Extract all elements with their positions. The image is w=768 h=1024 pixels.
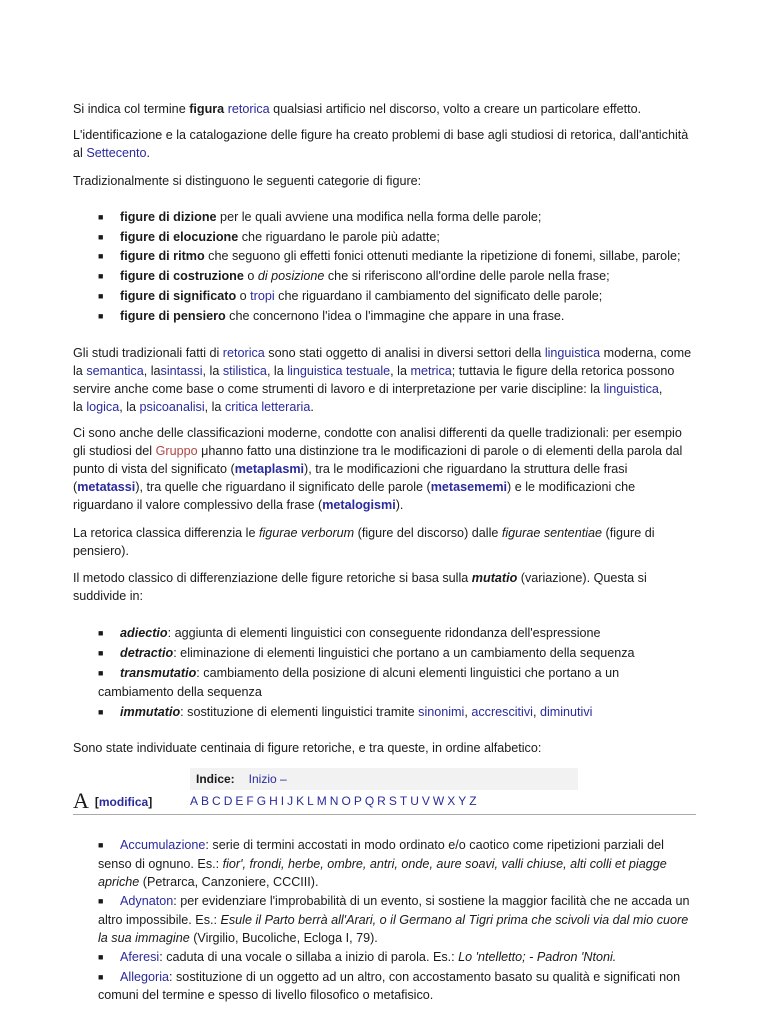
bullet-icon: ■ [98,952,104,962]
link-linguistica-testuale[interactable]: linguistica testuale [287,364,391,378]
link-accrescitivi[interactable]: accrescitivi [471,705,533,719]
toc-link-b[interactable]: B [201,794,210,808]
list-item: ■ figure di ritmo che seguono gli effetti fonici ottenuti mediante la ripetizione di fonemi, sillabe, parole; [98,249,681,263]
toc-link-l[interactable]: L [307,794,314,808]
entry-accumulazione: ■ Accumulazione: serie di termini accostati in modo ordinato e/o caotico come ripetizioni parziali del senso di ognuno. Es.: fior', frondi, herbe, ombre, antri, onde, aure soavi, valli chiuse, alti colli et piagge apriche (Petrarca, Canzoniere, CCCIII). [98,838,667,889]
link-allegoria[interactable]: Allegoria [120,970,170,984]
toc-link-y[interactable]: Y [458,794,467,808]
link-accumulazione[interactable]: Accumulazione [120,838,206,852]
link-sinonimi[interactable]: sinonimi [418,705,465,719]
bullet-icon: ■ [98,212,104,222]
list-item: ■ detractio: eliminazione di elementi linguistici che portano a un cambiamento della sequenza [98,646,635,660]
list-item: ■ figure di dizione per le quali avviene una modifica nella forma delle parole; [98,210,542,224]
bullet-icon: ■ [98,232,104,242]
list-item: ■ figure di significato o tropi che riguardano il cambiamento del significato delle parole; [98,289,603,303]
link-retorica[interactable]: retorica [222,346,265,360]
toc-link-a[interactable]: A [190,794,199,808]
term-metaplasmi: metaplasmi [234,462,305,476]
edit-section: [modifica] [94,795,153,809]
link-sintassi[interactable]: sintassi [160,364,203,378]
link-aferesi[interactable]: Aferesi [120,950,160,964]
intro-paragraph-2: L'identificazione e la catalogazione delle figure ha creato problemi di base agli studiosi di retorica, dall'antichità al Settecento. [73,128,689,160]
term-figura: figura [189,102,225,116]
toc-box [190,768,578,808]
entry-aferesi: ■ Aferesi: caduta di una vocale o sillaba a inizio di parola. Es.: Lo 'ntelletto; - Padron 'Ntoni. [98,950,617,964]
toc-link-r[interactable]: R [377,794,386,808]
toc-link-q[interactable]: Q [364,794,375,808]
intro-paragraph-3: Tradizionalmente si distinguono le seguenti categorie di figure: [73,174,422,188]
link-stilistica[interactable]: stilistica [222,364,267,378]
link-settecento[interactable]: Settecento [86,146,147,160]
studies-paragraph: Gli studi tradizionali fatti di retorica sono stati oggetto di analisi in diversi settori della linguistica moderna, come la semantica, lasintassi, la stilistica, la linguistica testuale, la metrica; tuttavia le figure della retorica possono servire anche come base o come strumenti di lavoro e di interpretazione per varie discipline: la linguistica, la logica, la psicoanalisi, la critica letteraria. [73,346,692,414]
toc-link-f[interactable]: F [246,794,254,808]
bullet-icon: ■ [98,972,104,982]
toc-link-p[interactable]: P [353,794,362,808]
link-tropi[interactable]: tropi [250,289,275,303]
link-linguistica[interactable]: linguistica [544,346,601,360]
list-intro: Sono state individuate centinaia di figure retoriche, e tra queste, in ordine alfabetico: [73,741,542,755]
toc-link-x[interactable]: X [447,794,456,808]
toc-link-k[interactable]: K [296,794,305,808]
list-item: ■ figure di costruzione o di posizione che si riferiscono all'ordine delle parole nella frase; [98,269,610,283]
link-retorica[interactable]: retorica [227,102,270,116]
bullet-icon: ■ [98,707,104,717]
entry-adynaton: ■ Adynaton: per evidenziare l'improbabilità di un evento, si sostiene la maggior facilità che ne accada un altro impossibile. Es.: Esule il Parto berrà all'Arari, o il Germano al Tigri prima che scivoli via dal mio cuore la sua immagine (Virgilio, Bucoliche, Ecloga I, 79). [98,894,690,945]
toc-link-o[interactable]: O [341,794,351,808]
toc-link-t[interactable]: T [399,794,408,808]
modern-paragraph: Ci sono anche delle classificazioni moderne, condotte con analisi differenti da quelle tradizionali: per esempio gli studiosi del Gruppo μhanno fatto una distinzione tra le modificazioni di parole o di elementi della parola dal punto di vista del significato (metaplasmi), tra le modificazioni che riguardano la struttura delle frasi (metatassi), tra quelle che riguardano il significato delle parole (metasememi) e le modificazioni che riguardano il valore complessivo della frase (metalogismi). [73,426,683,512]
list-item: ■ figure di elocuzione che riguardano le parole più adatte; [98,230,440,244]
toc-link-start[interactable]: Inizio – [248,772,287,786]
list-item: ■ figure di pensiero che concernono l'idea o l'immagine che appare in una frase. [98,309,565,323]
list-item-continuation: cambiamento della sequenza [98,685,262,699]
toc-label: Indice: [196,772,235,786]
bullet-icon: ■ [98,251,104,261]
toc-link-h[interactable]: H [269,794,278,808]
link-linguistica[interactable]: linguistica [603,382,659,396]
bullet-icon: ■ [98,668,104,678]
toc-link-j[interactable]: J [287,794,294,808]
bullet-icon: ■ [98,271,104,281]
link-gruppo[interactable]: Gruppo [155,444,198,458]
classic-paragraph: La retorica classica differenzia le figurae verborum (figure del discorso) dalle figurae sententiae (figure di pensiero). [73,526,655,558]
list-item: ■ transmutatio: cambiamento della posizione di alcuni elementi linguistici che portano a un [98,666,620,680]
section-heading-a [73,788,696,815]
intro-paragraph-1: Si indica col termine figura retorica qualsiasi artificio nel discorso, volto a creare un particolare effetto. [73,102,642,116]
term-metatassi: metatassi [77,480,136,494]
link-critica-letteraria[interactable]: critica letteraria [224,400,311,414]
toc-link-z[interactable]: Z [469,794,477,808]
entry-allegoria: ■ Allegoria: sostituzione di un oggetto ad un altro, con accostamento basato su qualità e significati non comuni del termine e spesso di livello filosofico o metafisico. [98,970,681,1002]
bullet-icon: ■ [98,648,104,658]
bullet-icon: ■ [98,896,104,906]
toc-link-s[interactable]: S [388,794,397,808]
section-letter: A [73,788,89,813]
toc-link-n[interactable]: N [329,794,339,808]
bullet-icon: ■ [98,840,104,850]
link-psicoanalisi[interactable]: psicoanalisi [139,400,205,414]
toc-link-w[interactable]: W [432,794,445,808]
term-mutatio: mutatio [471,571,518,585]
toc-link-v[interactable]: V [421,794,430,808]
bullet-icon: ■ [98,311,104,321]
link-semantica[interactable]: semantica [86,364,144,378]
term-metasememi: metasememi [430,480,508,494]
toc-link-u[interactable]: U [410,794,419,808]
bullet-icon: ■ [98,628,104,638]
toc-link-m[interactable]: M [316,794,327,808]
toc-link-e[interactable]: E [235,794,244,808]
edit-link[interactable]: modifica [98,795,149,809]
link-metrica[interactable]: metrica [410,364,452,378]
bullet-icon: ■ [98,291,104,301]
toc-link-i[interactable]: I [280,794,285,808]
term-metalogismi: metalogismi [322,498,396,512]
toc-link-g[interactable]: G [256,794,267,808]
link-adynaton[interactable]: Adynaton [120,894,174,908]
list-item: ■ immutatio: sostituzione di elementi linguistici tramite sinonimi, accrescitivi, diminutivi [98,705,593,719]
toc-link-d[interactable]: D [223,794,233,808]
list-item: ■ adiectio: aggiunta di elementi linguistici con conseguente ridondanza dell'espressione [98,626,601,640]
link-logica[interactable]: logica [86,400,120,414]
toc-link-c[interactable]: C [212,794,221,808]
link-diminutivi[interactable]: diminutivi [539,705,593,719]
method-paragraph: Il metodo classico di differenziazione delle figure retoriche si basa sulla mutatio (variazione). Questa si suddivide in: [73,571,647,603]
